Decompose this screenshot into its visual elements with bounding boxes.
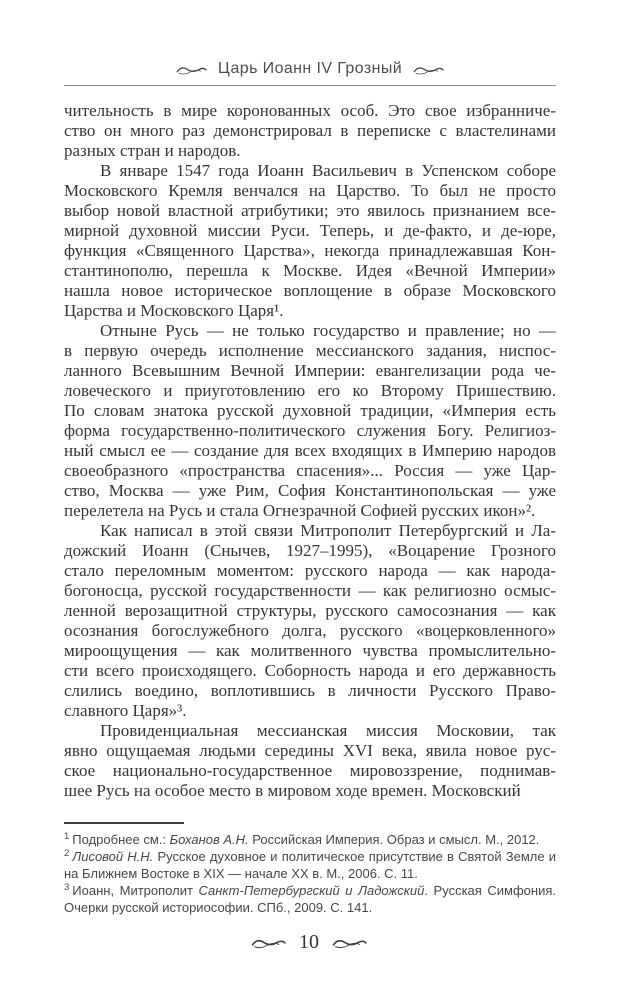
paragraph [64, 321, 556, 521]
text-line: ство, Москва — уже Рим, София Константинопольская — уже [64, 481, 556, 500]
text-line: ское национально-государственное мировоззрение, поднимав- [64, 761, 556, 780]
text-line: разных стран и народов. [64, 141, 241, 160]
page-number: 10 [299, 931, 319, 953]
text-line: богоносца, русской государственности — как религиозно осмыс- [64, 581, 556, 600]
text-line: явно ощущаемая людьми середины XVI века, явила новое рус- [64, 741, 556, 760]
footnote-text: . Русская Симфония. Очерки русской историософии. СПб., 2009. С. 141. [64, 883, 556, 915]
text-line: Отныне Русь — не только государство и правление; но — [100, 321, 556, 340]
text-line: Царства и Московского Царя¹. [64, 301, 284, 320]
paragraph [64, 721, 556, 801]
footnote [64, 882, 556, 916]
body-text [64, 101, 556, 801]
text-line: в первую очередь исполнение мессианского задания, ниспос- [64, 341, 556, 360]
footnote-separator [64, 822, 184, 824]
footer-swash-right-icon [332, 936, 367, 949]
paragraph [64, 161, 556, 321]
text-line: ный смысл ее — создание для всех входящих в Империю народов [64, 441, 556, 460]
text-line: осознания богослужебного долга, русского «воцерковленного» [64, 621, 556, 640]
text-line: мироощущения — как молитвенного чувства промыслительно- [64, 641, 556, 660]
text-line: ленной верозащитной структуры, русского самосознания — как [64, 601, 556, 620]
header-swash-right-icon [413, 64, 444, 75]
footnote-text: Русское духовное и политическое присутствие в Святой Земле и на Ближнем Востоке в XIX — начале XX в. М., 2006. С. 11. [64, 849, 557, 881]
footnote-text: Подробнее см.: [72, 832, 170, 847]
footnote-text: Российская Империя. Образ и смысл. М., 2012. [248, 832, 540, 847]
text-line: стантинополю, перешла к Москве. Идея «Вечной Империи» [64, 261, 556, 280]
footnotes [64, 831, 556, 916]
footnote-text: Боханов А.Н. [169, 832, 249, 847]
text-line: ловеческого и приуготовлению его ко Второму Пришествию. [64, 381, 556, 400]
text-line: стало переломным моментом: русского народа — как народа- [64, 561, 556, 580]
footnote-marker: 3 [64, 881, 70, 893]
text-line: ство он много раз демонстрировал в переписке с властелинами [64, 121, 556, 140]
header-swash-left-icon [176, 64, 207, 75]
footer-swash-left-icon [251, 936, 286, 949]
footnote-marker: 1 [64, 830, 70, 842]
text-line: функция «Священного Царства», некогда принадлежавшая Кон- [64, 241, 556, 260]
text-line: перелетела на Русь и стала Огнезрачной Софией русских икон»². [64, 501, 536, 520]
header-rule [64, 85, 556, 86]
running-header-title: Царь Иоанн IV Грозный [217, 60, 403, 77]
footnote [64, 848, 556, 882]
text-line: форма государственно-политического служения Богу. Религиоз- [64, 421, 556, 440]
text-line: своеобразного «пространства спасения»... Россия — уже Цар- [64, 461, 556, 480]
footnote [64, 831, 556, 848]
text-line: чительность в мире коронованных особ. Это свое избранниче- [64, 101, 556, 120]
text-line: шее Русь на особое место в мировом ходе времен. Московский [64, 781, 521, 800]
paragraph [64, 521, 556, 721]
text-line: Как написал в этой связи Митрополит Петербургский и Ла- [100, 521, 556, 540]
text-line: По словам знатока русской духовной традиции, «Империя есть [64, 401, 556, 420]
text-line: Провиденциальная мессианская миссия Московии, так [100, 721, 556, 740]
footnote-text: Иоанн, Митрополит [72, 883, 199, 898]
text-line: В январе 1547 года Иоанн Васильевич в Успенском соборе [100, 161, 556, 180]
footnote-text: Лисовой Н.Н. [72, 849, 154, 864]
text-line: сти всего происходящего. Соборность народа и его державность [64, 661, 556, 680]
page-footer [0, 931, 618, 954]
footnote-marker: 2 [64, 847, 70, 859]
paragraph [64, 101, 556, 161]
text-line: слились воедино, воплотившись в личности Русского Право- [64, 681, 556, 700]
footnote-text: Санкт-Петербургский и Ладожский [198, 883, 425, 898]
text-line: дожский Иоанн (Снычев, 1927–1995), «Воцарение Грозного [64, 541, 556, 560]
text-line: нашла новое историческое воплощение в образе Московского [64, 281, 556, 300]
text-line: славного Царя»³. [64, 701, 187, 720]
text-line: Московского Кремля венчался на Царство. То был не просто [64, 181, 556, 200]
text-line: ланного Всевышним Вечной Империи: евангелизации рода че- [64, 361, 556, 380]
text-line: выбор новой властной атрибутики; это явилось признанием все- [64, 201, 556, 220]
text-line: мирной духовной миссии Руси. Теперь, и де-факто, и де-юре, [64, 221, 556, 240]
running-header [64, 60, 556, 86]
